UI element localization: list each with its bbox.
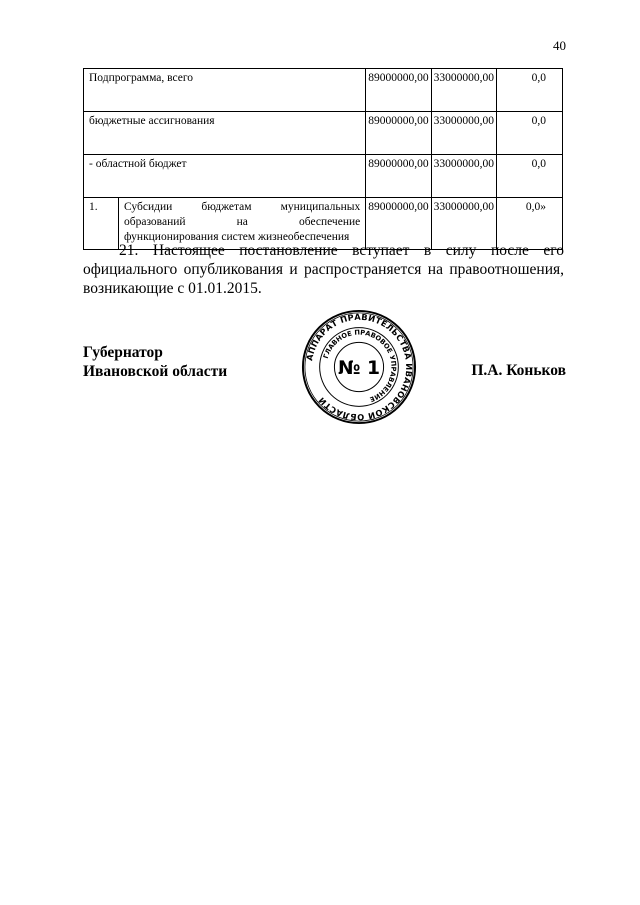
official-seal-stamp — [300, 308, 418, 426]
table-cell-value: 89000000,00 — [366, 69, 431, 112]
table-cell-value: 33000000,00 — [431, 198, 496, 250]
seal-inner-text: ГЛАВНОЕ ПРАВОВОЕ УПРАВЛЕНИЕ — [321, 328, 398, 404]
signer-title — [83, 343, 227, 381]
seal-outer-text: АППАРАТ ПРАВИТЕЛЬСТВА ИВАНОВСКОЙ ОБЛАСТИ — [304, 311, 415, 423]
table-row — [84, 112, 563, 155]
table-cell-value: 0,0 — [497, 69, 563, 112]
paragraph-text: 21. Настоящее постановление вступает в силу после его официального опубликования и распространяется на правоотношения, возникающие с 01.01.2015. — [83, 242, 564, 297]
table-row — [84, 69, 563, 112]
table-cell-value: 33000000,00 — [431, 112, 496, 155]
table-cell-name: - областной бюджет — [84, 155, 366, 198]
table-cell-name: бюджетные ассигнования — [84, 112, 366, 155]
table-cell-value: 0,0» — [497, 198, 563, 250]
budget-table — [83, 68, 563, 250]
table-cell-value: 0,0 — [497, 112, 563, 155]
table-cell-name: Подпрограмма, всего — [84, 69, 366, 112]
body-paragraph — [83, 241, 564, 298]
table-cell-value: 0,0 — [497, 155, 563, 198]
table-cell-value: 89000000,00 — [366, 112, 431, 155]
table-cell-value: 33000000,00 — [431, 69, 496, 112]
page-number: 40 — [553, 38, 566, 53]
signer-name: П.А. Коньков — [471, 362, 566, 379]
table-cell-value: 89000000,00 — [366, 155, 431, 198]
signer-title-line2: Ивановской области — [83, 363, 228, 380]
table-cell-number: 1. — [84, 198, 119, 250]
table-row — [84, 155, 563, 198]
signer-title-line1: Губернатор — [83, 344, 163, 361]
table-cell-value: 89000000,00 — [366, 198, 431, 250]
table-cell-value: 33000000,00 — [431, 155, 496, 198]
table-cell-name: Субсидии бюджетам муниципальных образований на обеспечение функционирования систем жизнеобеспечения — [119, 198, 366, 250]
seal-center-text: № 1 — [338, 357, 380, 379]
